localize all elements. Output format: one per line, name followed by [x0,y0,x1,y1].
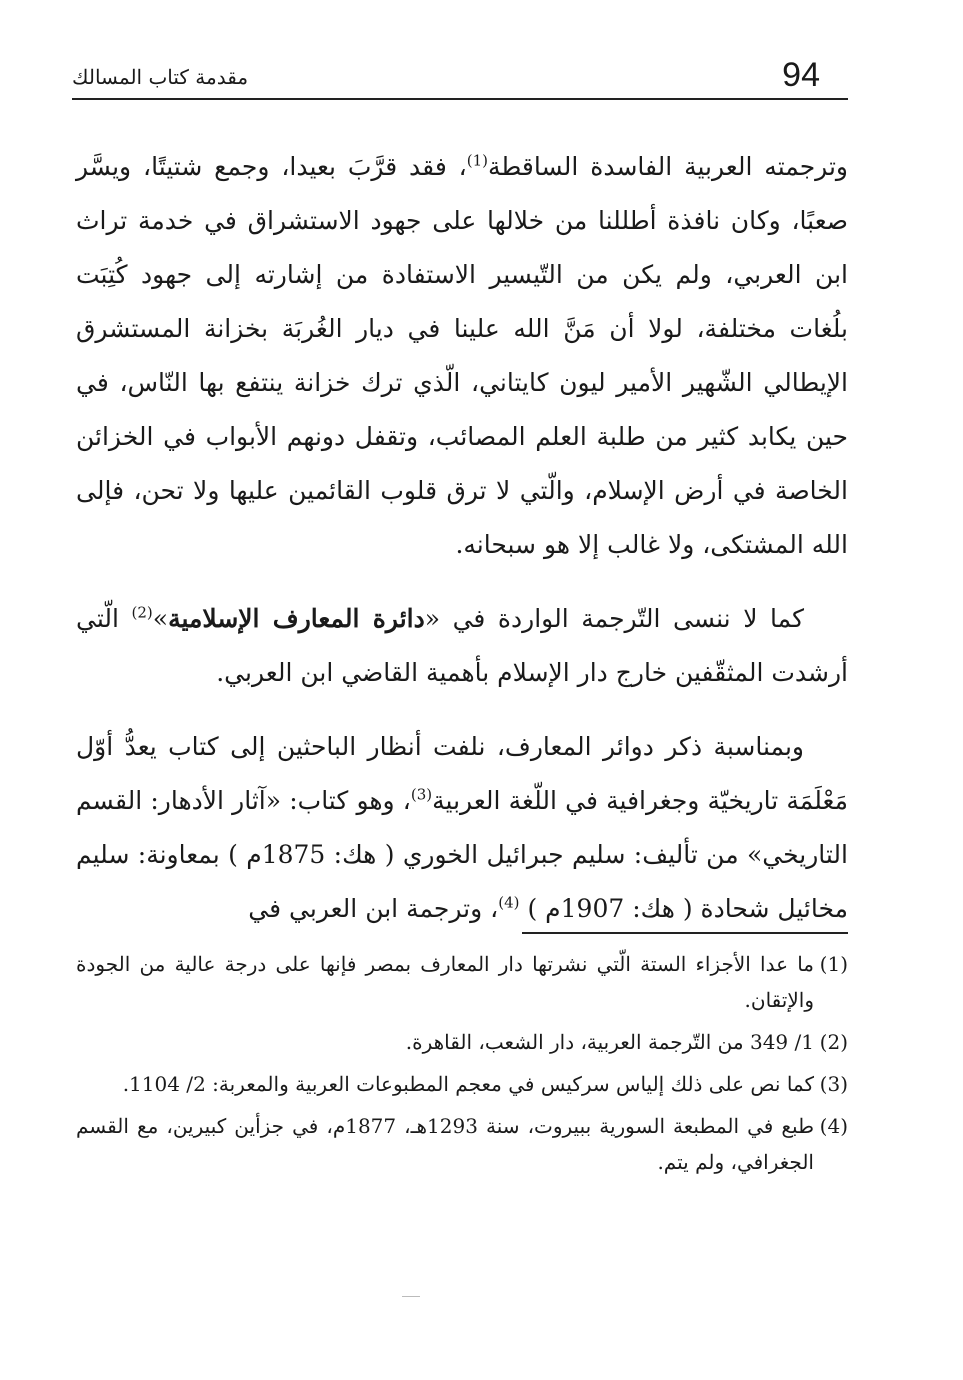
footnote-text: ما عدا الأجزاء الستة الّتي نشرتها دار المعارف بمصر فإنها على درجة عالية من الجودة والإتقان. [76,952,814,1012]
footnote-ref-2: (2) [131,603,153,622]
footnote-separator [522,932,848,934]
footnote-number: (3) [819,1072,848,1096]
running-title: مقدمة كتاب المسالك [72,65,249,89]
footnote-1 [76,946,848,1018]
page-number: 94 [782,56,820,94]
footnote-text: 1/ 349 من التّرجمة العربية، دار الشعب، القاهرة. [405,1030,814,1054]
footnote-ref-1: (1) [466,151,488,170]
paragraph-1-text-a: وترجمته العربية الفاسدة الساقطة [488,152,848,181]
paragraph-1 [76,140,848,572]
encyclopedia-title: دائرة المعارف الإسلامية [168,604,425,633]
paragraph-3-text-a: وبمناسبة ذكر دوائر المعارف، نلفت أنظار الباحثين إلى كتاب يعدُّ أوّل مَعْلَمَة تاريخيّة وجغرافية في اللّغة العربية [76,732,848,815]
footnote-text: طبع في المطبعة السورية ببيروت، سنة 1293هـ، 1877م، في جزأين كبيرين، مع القسم الجغرافي، ولم يتم. [76,1114,814,1174]
footnotes [76,946,848,1186]
footnote-ref-3: (3) [410,785,433,804]
footnote-ref-4: (4) [498,893,520,912]
paragraph-2 [76,592,848,700]
paragraph-3-text-c: ، وترجمة ابن العربي في [248,894,499,923]
footnote-number: (2) [819,1030,848,1054]
paragraph-3 [76,720,848,936]
footnote-2 [76,1024,848,1060]
main-text [76,140,848,956]
footnote-3 [76,1066,848,1102]
paragraph-2-text-b: » [152,604,169,633]
paragraph-3-text-b: ، وهو كتاب: «آثار الأدهار: القسم التاريخي» من تأليف: سليم جبرائيل الخوري ( هك: 1875م ) بمعاونة: سليم مخائيل شحادة ( هك: 1907م ) [76,786,848,923]
footnote-text: كما نص على ذلك إلياس سركيس في معجم المطبوعات العربية والمعربة: 2/ 1104. [122,1072,814,1096]
paragraph-2-text-c: الّتي أرشدت المثقّفين خارج دار الإسلام بأهمية القاضي ابن العربي. [76,604,848,687]
paragraph-1-text-b: ، فقد قرَّبَ بعيدا، وجمع شتيتًا، ويسَّر صعبًا، وكان نافذة أطللنا من خلالها على جهود الاستشراق في خدمة تراث ابن العربي، ولم يكن من التّيسير الاستفادة من إشارته إلى جهود كُتِبَت بلُغات مختلفة، لولا أن مَنَّ الله علينا في ديار الغُربَة بخزانة المستشرق الإيطالي الشّهير الأمير ليون كايتاني، الّذي ترك خزانة ينتفع بها النّاس، في حين يكابد كثير من طلبة العلم المصائب، وتقفل دونهم الأبواب في الخزائن الخاصة في أرض الإسلام، والّتي لا ترق قلوب القائمين عليها ولا تحن، فإلى الله المشتكى، ولا غالب إلا هو سبحانه. [76,152,848,559]
scan-mark [402,1296,420,1297]
footnote-number: (1) [819,952,848,976]
footnote-number: (4) [819,1114,848,1138]
footnote-4 [76,1108,848,1180]
paragraph-2-text-a: كما لا ننسى التّرجمة الواردة في « [424,604,804,633]
page-header [72,52,848,100]
